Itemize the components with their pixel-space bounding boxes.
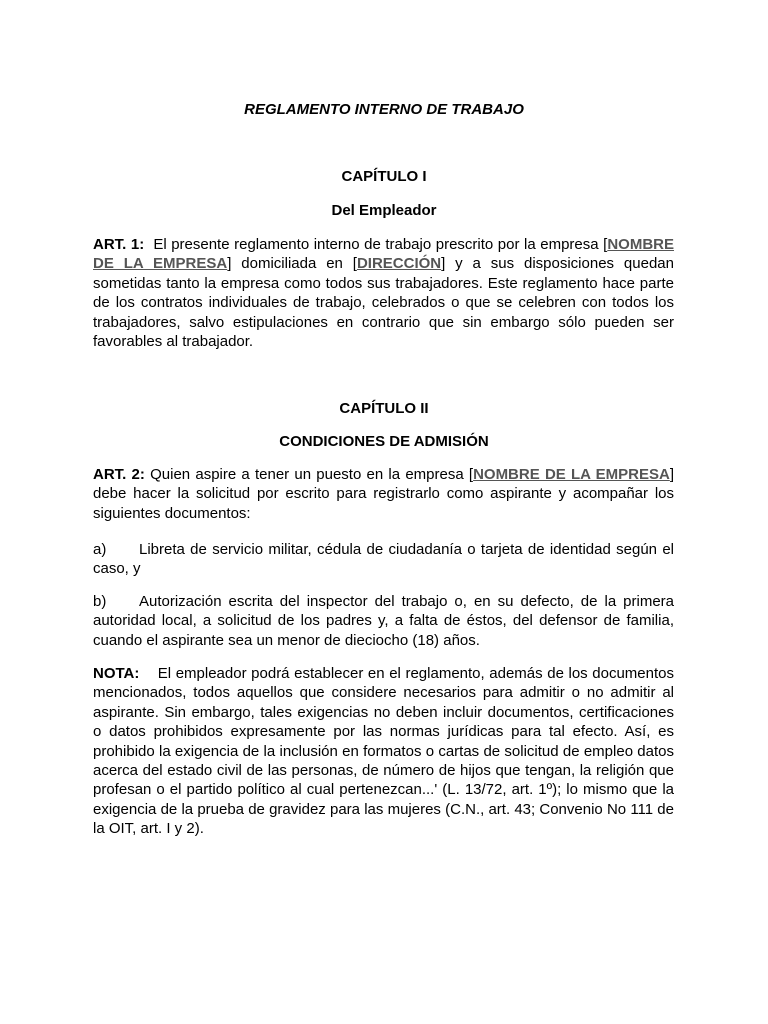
address-placeholder[interactable]: DIRECCIÓN bbox=[356, 255, 442, 273]
article-2-label: ART. 2: bbox=[93, 466, 145, 483]
article-2-text-2: debe hacer la solicitud por escrito para registrarlo como aspirante y acompañar los siguientes documentos: bbox=[93, 485, 674, 522]
article-1-paragraph bbox=[93, 235, 674, 351]
chapter-1-heading: CAPÍTULO I bbox=[341, 168, 427, 185]
bracket-open: [ bbox=[352, 255, 357, 273]
chapter-2-subheading: CONDICIONES DE ADMISIÓN bbox=[279, 433, 489, 450]
bracket-close: ] bbox=[441, 255, 446, 273]
chapter-2-heading: CAPÍTULO II bbox=[339, 400, 429, 417]
note-text: El empleador podrá establecer en el reglamento, además de los documentos mencionados, todos aquellos que considere necesarios para admitir o no admitir al aspirante. Sin embargo, tales exigencias no deben incluir documentos, certificaciones o datos prohibidos expresamente por las normas jurídicas para tal efecto. Así, es prohibido la exigencia de la inclusión en formatos o cartas de solicitud de empleo datos acerca del estado civil de las personas, de número de hijos que tengan, la religión que profesan o el partido político al cual pertenezcan...' (L. 13/72, art. 1º); lo mismo que la exigencia de la prueba de gravidez para las mujeres (C.N., art. 43; Convenio No 111 de la OIT, art. I y 2). bbox=[93, 665, 674, 838]
document-title: REGLAMENTO INTERNO DE TRABAJO bbox=[244, 101, 524, 118]
list-item-a bbox=[93, 540, 674, 579]
list-marker: a) bbox=[93, 541, 107, 558]
list-marker: b) bbox=[93, 593, 107, 610]
bracket-close: ] bbox=[227, 255, 232, 273]
list-item-b bbox=[93, 592, 674, 650]
chapter-1-subheading: Del Empleador bbox=[331, 202, 437, 219]
list-item-text: Autorización escrita del inspector del trabajo o, en su defecto, de la primera autoridad local, a solicitud de los padres y, a falta de éstos, del defensor de familia, cuando el aspirante sea un menor de dieciocho (18) años. bbox=[93, 593, 674, 649]
article-1-text-2: domiciliada en bbox=[231, 255, 353, 273]
bracket-open: [ bbox=[468, 466, 474, 483]
company-name-placeholder[interactable]: NOMBRE DE LA EMPRESA bbox=[473, 466, 670, 483]
note-label: NOTA: bbox=[93, 665, 140, 682]
note-paragraph bbox=[93, 664, 674, 839]
company-name-placeholder[interactable]: NOMBRE DE LA EMPRESA bbox=[93, 236, 674, 273]
article-1-text-3: y a sus disposiciones quedan sometidas tanto la empresa como todos sus trabajadores. Este reglamento hace parte de los contratos individuales de trabajo, celebrados o que se celebren con todos los trabajadores, salvo estipulaciones en contrario que sin embargo sólo pueden ser favorables al trabajador. bbox=[93, 255, 674, 351]
article-1-label: ART. 1: bbox=[93, 236, 145, 253]
list-item-text: Libreta de servicio militar, cédula de ciudadanía o tarjeta de identidad según el caso, y bbox=[93, 541, 674, 578]
bracket-close: ] bbox=[669, 466, 674, 483]
article-1-text-1: El presente reglamento interno de trabajo prescrito por la empresa bbox=[153, 236, 604, 253]
bracket-open: [ bbox=[603, 236, 608, 253]
article-2-text-1: Quien aspire a tener un puesto en la empresa bbox=[144, 466, 469, 483]
article-2-paragraph bbox=[93, 465, 674, 523]
